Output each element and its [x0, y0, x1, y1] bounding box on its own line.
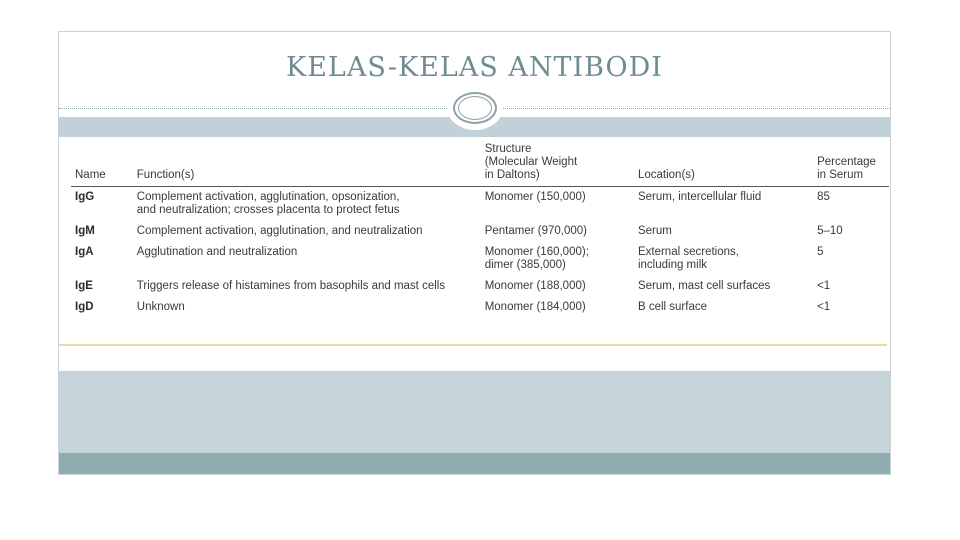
cell-function: Unknown	[136, 301, 185, 313]
cell-structure: Monomer (184,000)	[484, 301, 586, 313]
antibody-table	[71, 143, 889, 318]
ornament-oval-icon	[449, 88, 501, 128]
title-divider-left	[59, 108, 451, 109]
cell-structure: Pentamer (970,000)	[484, 225, 587, 237]
slide	[58, 31, 891, 475]
table-row	[71, 187, 889, 222]
accent-divider	[59, 344, 887, 346]
header-function: Function(s)	[133, 143, 481, 187]
slide-title: KELAS-KELAS ANTIBODI	[286, 52, 663, 83]
header-structure: Structure (Molecular Weight in Daltons)	[481, 143, 634, 187]
footer-bar	[59, 453, 891, 475]
cell-name: IgM	[75, 225, 95, 237]
cell-location: External secretions, including milk	[637, 246, 739, 271]
header-location: Location(s)	[634, 143, 813, 187]
cell-location: Serum	[637, 225, 672, 237]
cell-structure: Monomer (160,000); dimer (385,000)	[484, 246, 589, 271]
table-header-row	[71, 143, 889, 187]
cell-percentage: 5–10	[817, 225, 843, 237]
cell-structure: Monomer (150,000)	[484, 191, 586, 203]
cell-percentage: 85	[817, 191, 830, 203]
table-row	[71, 242, 889, 276]
table-panel	[59, 137, 889, 371]
cell-function: Complement activation, agglutination, opsonization, and neutralization; crosses placenta to protect fetus	[136, 191, 400, 216]
table-row	[71, 221, 889, 242]
table-row	[71, 276, 889, 297]
cell-name: IgE	[75, 280, 93, 292]
cell-function: Triggers release of histamines from basophils and mast cells	[136, 280, 446, 292]
header-percentage: Percentage in Serum	[813, 143, 889, 187]
cell-name: IgA	[75, 246, 94, 258]
table-row	[71, 297, 889, 318]
cell-percentage: <1	[817, 301, 831, 313]
header-name: Name	[71, 143, 133, 187]
cell-structure: Monomer (188,000)	[484, 280, 586, 292]
cell-percentage: 5	[817, 246, 824, 258]
cell-percentage: <1	[817, 280, 831, 292]
cell-location: B cell surface	[637, 301, 707, 313]
footer-band	[59, 371, 891, 453]
title-divider-right	[499, 108, 891, 109]
cell-name: IgG	[75, 191, 95, 203]
cell-location: Serum, intercellular fluid	[637, 191, 762, 203]
cell-function: Agglutination and neutralization	[136, 246, 298, 258]
cell-location: Serum, mast cell surfaces	[637, 280, 771, 292]
cell-name: IgD	[75, 301, 94, 313]
cell-function: Complement activation, agglutination, and neutralization	[136, 225, 423, 237]
